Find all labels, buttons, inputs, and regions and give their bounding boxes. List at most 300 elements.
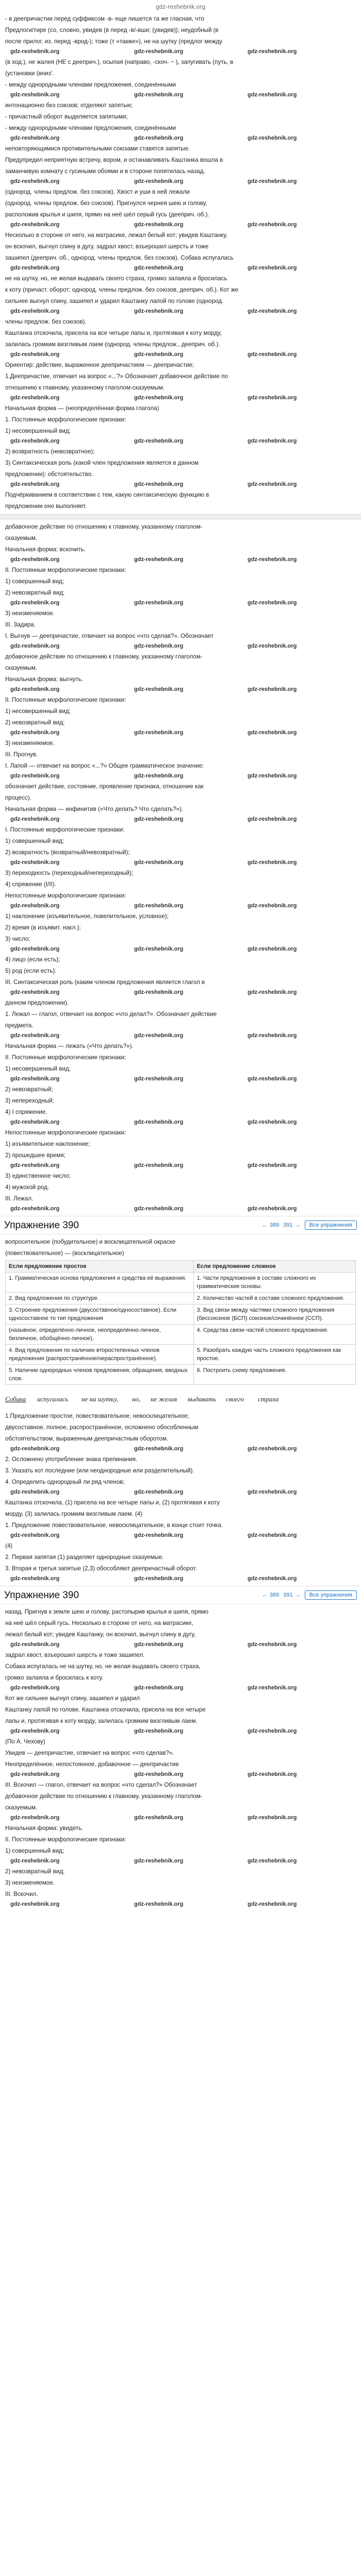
watermark: gdz-reshebnik.org — [10, 48, 60, 55]
table-cell: 1. Грамматическая основа предложения и средства её выражения. — [6, 1273, 194, 1293]
watermark: gdz-reshebnik.org — [10, 395, 60, 401]
text-line: Подчёркиванием в соответствии с тем, какую синтаксическую функцию в — [5, 492, 209, 498]
watermark: gdz-reshebnik.org — [134, 816, 184, 822]
watermark: gdz-reshebnik.org — [134, 989, 184, 995]
watermark: gdz-reshebnik.org — [10, 1446, 60, 1452]
watermark: gdz-reshebnik.org — [134, 1685, 184, 1691]
watermark-row — [0, 642, 361, 651]
text-line: задрал хвост, взъерошил шерсть и тоже зашипел. — [5, 1652, 145, 1658]
text-line: 2) невозвратный вид; — [5, 719, 65, 726]
watermark-row — [0, 555, 361, 565]
text-line: 3) число; — [5, 936, 30, 942]
scheme-word: выдавать — [188, 1395, 216, 1403]
table-cell: 5. Наличие однородных членов предложения, обращения, вводных слов. — [6, 1365, 194, 1385]
watermark-row — [0, 1727, 361, 1736]
table-row — [6, 1325, 356, 1345]
table-cell: 5. Разобрать каждую часть сложного предложения как простое. — [193, 1345, 355, 1365]
watermark: gdz-reshebnik.org — [248, 178, 297, 184]
site-header — [0, 0, 361, 13]
watermark: gdz-reshebnik.org — [134, 308, 184, 314]
exercise-nav — [0, 1216, 361, 1234]
watermark: gdz-reshebnik.org — [10, 989, 60, 995]
prev-exercise-button[interactable] — [262, 1222, 279, 1228]
watermark-row — [0, 177, 361, 187]
text-line: 1. Постоянные морфологические признаки: — [5, 416, 126, 423]
watermark-row — [0, 685, 361, 694]
text-line: громко залаяла и бросилась к коту. — [5, 1674, 104, 1681]
watermark-row — [0, 394, 361, 403]
prev-exercise-button[interactable] — [262, 1592, 279, 1598]
table-header: Если предложение сложное — [193, 1261, 355, 1273]
text-line: отношению к главному, указанному глаголом-сказуемым. — [5, 384, 165, 391]
text-line: Начальная форма — лежать («Что делать?»). — [5, 1043, 134, 1049]
watermark: gdz-reshebnik.org — [10, 1532, 60, 1538]
text-line: 1.Предложение простое, повествовательное, невосклицательное; — [5, 1413, 189, 1419]
watermark: gdz-reshebnik.org — [248, 556, 297, 563]
text-line: добавочное действие по отношению к главному, указанному глаголом- — [5, 1793, 203, 1800]
text-line: 5) род (если есть). — [5, 968, 57, 974]
prev-exercise-number: 389 — [269, 1222, 280, 1228]
watermark: gdz-reshebnik.org — [134, 1771, 184, 1777]
text-line: (повествовательное) — (восклицательное) — [5, 1250, 124, 1257]
text-line: 2) прошедшее время; — [5, 1152, 65, 1159]
watermark: gdz-reshebnik.org — [248, 1728, 297, 1734]
text-line: (установки (вниз'. — [5, 70, 54, 77]
watermark-row — [0, 1445, 361, 1454]
section-1 — [0, 13, 361, 512]
text-line: - причастный оборот выделяется запятыми; — [5, 113, 128, 120]
text-line: I. Выгнув — деепричастие, отвечает на вопрос «что сделав?». Обозначает — [5, 633, 214, 639]
text-line: 2) время (в изъявит. накл.); — [5, 924, 81, 931]
text-line: предмета. — [5, 1022, 34, 1029]
watermark: gdz-reshebnik.org — [10, 643, 60, 649]
next-exercise-button[interactable] — [283, 1592, 300, 1598]
section-2 — [0, 521, 361, 1214]
watermark: gdz-reshebnik.org — [248, 773, 297, 779]
watermark: gdz-reshebnik.org — [134, 178, 184, 184]
watermark-row — [0, 945, 361, 954]
watermark: gdz-reshebnik.org — [134, 395, 184, 401]
watermark: gdz-reshebnik.org — [134, 1641, 184, 1648]
text-line: Каштанка отскочила, (1) присела на все четыре лапы и, (2) протягивая к коту — [5, 1499, 220, 1506]
text-line: 2) невозвратный вид; — [5, 589, 65, 596]
watermark: gdz-reshebnik.org — [248, 903, 297, 909]
text-line: назад. Пригнув к земле шею и голову, растопырив крылья и шипя, прямо — [5, 1608, 209, 1615]
text-line: I. Постоянные морфологические признаки: — [5, 826, 125, 833]
watermark: gdz-reshebnik.org — [134, 92, 184, 98]
text-line: 1) несовершенный вид; — [5, 1065, 71, 1072]
text-line: 3) неизменяемое. — [5, 740, 55, 747]
watermark: gdz-reshebnik.org — [248, 1119, 297, 1125]
watermark: gdz-reshebnik.org — [134, 773, 184, 779]
text-line: 2) невозвратный вид; — [5, 1868, 65, 1875]
text-line: (однород. члены предлож. без союзов). Пригнулся чернея шею и голову, — [5, 200, 207, 207]
all-exercises-button[interactable]: Все упражнения — [305, 1590, 357, 1600]
watermark-row — [0, 91, 361, 100]
text-line: 2) невозвратный; — [5, 1086, 53, 1093]
watermark-row — [0, 1857, 361, 1866]
watermark: gdz-reshebnik.org — [10, 1076, 60, 1082]
watermark: gdz-reshebnik.org — [248, 1446, 297, 1452]
text-line: добавочное действие по отношению к главному, указанному глаголом- — [5, 653, 203, 660]
section-5 — [0, 1606, 361, 1909]
text-line: лапы и, протягивая к коту морду, залилась громким визгливым лаем. — [5, 1718, 198, 1724]
watermark-row — [0, 221, 361, 230]
site-title[interactable]: gdz-reshebnik.org — [155, 3, 206, 10]
watermark: gdz-reshebnik.org — [248, 1771, 297, 1777]
table-cell: 4. Средства связи частей сложного предложения. — [193, 1325, 355, 1345]
watermark-row — [0, 1684, 361, 1693]
watermark: gdz-reshebnik.org — [10, 308, 60, 314]
text-line: 2. Первая запятая (1) разделяет однородные сказуемые. — [5, 1554, 164, 1561]
watermark: gdz-reshebnik.org — [10, 481, 60, 487]
text-line: Непостоянные морфологические признаки: — [5, 1129, 126, 1136]
watermark: gdz-reshebnik.org — [134, 1446, 184, 1452]
watermark-row — [0, 264, 361, 273]
watermark: gdz-reshebnik.org — [10, 903, 60, 909]
watermark: gdz-reshebnik.org — [10, 1119, 60, 1125]
text-line: 3. Вторая и третья запятые (2,3) обособляют деепричастный оборот. — [5, 1565, 197, 1572]
table-cell: 2. Вид предложения по структуре. — [6, 1293, 194, 1304]
watermark: gdz-reshebnik.org — [248, 308, 297, 314]
text-line: (в ход.), не жалея (НЕ с дееприч.), осыпая (направо, -скоч- ~ ), запугивать (путь, в — [5, 59, 234, 65]
text-line: 3) единственное число; — [5, 1173, 71, 1179]
chevron-left-icon: ← — [261, 1222, 268, 1228]
watermark: gdz-reshebnik.org — [134, 1119, 184, 1125]
text-line: Начальная форма — (неопределённая форма глагола) — [5, 405, 159, 412]
table-cell: (назывное, определённо-личное, неопределённо-личное, безличное, обобщённо-личное). — [6, 1325, 194, 1345]
scheme-word: своего — [226, 1395, 244, 1403]
chevron-right-icon: → — [294, 1222, 301, 1228]
next-exercise-number: 391 — [283, 1222, 293, 1228]
watermark-row — [0, 1814, 361, 1823]
text-line: I. Лапой — отвечает на вопрос «...?» Общее грамматическое значение: — [5, 762, 204, 769]
text-line: 4. Определить однородный ли ряд членов; — [5, 1479, 125, 1485]
sentence-scheme — [5, 1388, 356, 1408]
watermark: gdz-reshebnik.org — [248, 859, 297, 866]
watermark: gdz-reshebnik.org — [134, 556, 184, 563]
text-line: Начальная форма: выгнуть. — [5, 676, 83, 683]
watermark: gdz-reshebnik.org — [248, 92, 297, 98]
text-line: сказуемым. — [5, 1804, 38, 1811]
analysis-table — [5, 1260, 356, 1385]
watermark: gdz-reshebnik.org — [134, 600, 184, 606]
watermark: gdz-reshebnik.org — [10, 265, 60, 271]
text-line: Начальная форма: вскочить. — [5, 546, 86, 553]
watermark-row — [0, 988, 361, 997]
watermark: gdz-reshebnik.org — [134, 903, 184, 909]
text-line: 4) лицо (если есть); — [5, 956, 60, 963]
watermark: gdz-reshebnik.org — [248, 1575, 297, 1582]
watermark-row — [0, 1031, 361, 1041]
next-exercise-button[interactable] — [283, 1222, 300, 1228]
scheme-word: испугалась — [37, 1395, 69, 1403]
watermark-row — [0, 1574, 361, 1584]
watermark: gdz-reshebnik.org — [248, 438, 297, 444]
text-line: предложении): обстоятельство. — [5, 471, 93, 478]
text-line: залилась громким визгливым лаем (однород. члены предлож., дееприч. об.). — [5, 341, 220, 348]
watermark-row — [0, 1531, 361, 1540]
exercise-title: Упражнение 390 — [4, 1220, 79, 1231]
watermark: gdz-reshebnik.org — [248, 481, 297, 487]
watermark: gdz-reshebnik.org — [134, 222, 184, 228]
watermark: gdz-reshebnik.org — [134, 135, 184, 141]
exercise-nav-2 — [0, 1586, 361, 1604]
watermark: gdz-reshebnik.org — [10, 438, 60, 444]
watermark: gdz-reshebnik.org — [134, 730, 184, 736]
watermark: gdz-reshebnik.org — [10, 1685, 60, 1691]
watermark: gdz-reshebnik.org — [248, 989, 297, 995]
watermark-row — [0, 47, 361, 57]
text-line: на неё шёл серый гусь. Несколько в стороне от него, на матрасике, — [5, 1620, 193, 1626]
watermark: gdz-reshebnik.org — [10, 773, 60, 779]
watermark-row — [0, 1900, 361, 1909]
watermark: gdz-reshebnik.org — [248, 395, 297, 401]
text-line: Начальная форма: увидеть. — [5, 1825, 84, 1832]
watermark: gdz-reshebnik.org — [10, 1815, 60, 1821]
text-line: 1. Лежал — глагол, отвечает на вопрос «что делал?». Обозначает действие — [5, 1011, 217, 1018]
watermark: gdz-reshebnik.org — [248, 1489, 297, 1495]
watermark: gdz-reshebnik.org — [10, 92, 60, 98]
scheme-word: не на шутку, — [81, 1395, 119, 1403]
text-line: 1) несовершенный вид; — [5, 708, 71, 715]
text-line: 3) переходность (переходный/непереходный); — [5, 870, 134, 876]
table-cell: 2. Количество частей в составе сложного предложения. — [193, 1293, 355, 1304]
watermark-row — [0, 437, 361, 446]
text-line: 4) мужской род. — [5, 1184, 50, 1191]
watermark-row — [0, 1640, 361, 1650]
watermark: gdz-reshebnik.org — [10, 1728, 60, 1734]
text-line: Непостоянные морфологические признаки: — [5, 892, 126, 899]
watermark: gdz-reshebnik.org — [10, 1162, 60, 1168]
watermark: gdz-reshebnik.org — [134, 1728, 184, 1734]
table-row — [6, 1304, 356, 1325]
text-line: III. Лежал. — [5, 1195, 34, 1202]
watermark: gdz-reshebnik.org — [248, 600, 297, 606]
watermark: gdz-reshebnik.org — [10, 1206, 60, 1212]
text-line: II. Постоянные морфологические признаки: — [5, 697, 126, 703]
text-line: 3. Указать кот последние (или неоднородные или разделительный). — [5, 1467, 194, 1474]
watermark: gdz-reshebnik.org — [248, 1641, 297, 1648]
text-line: неповторяющимися противительными союзами ставятся запятые. — [5, 145, 190, 152]
text-line: III. Синтаксическая роль (каким членом предложения является глагол в — [5, 979, 205, 986]
text-line: Ориентир: действие, выраженное деепричастием — деепричастие; — [5, 362, 194, 368]
watermark: gdz-reshebnik.org — [134, 1575, 184, 1582]
text-line: 4) I спряжение. — [5, 1109, 47, 1115]
watermark-row — [0, 307, 361, 316]
text-line: 2) возвратность (невозвратное); — [5, 448, 95, 455]
watermark: gdz-reshebnik.org — [10, 1901, 60, 1907]
watermark: gdz-reshebnik.org — [10, 730, 60, 736]
chevron-left-icon: ← — [261, 1592, 268, 1598]
text-line: сказуемым. — [5, 665, 38, 671]
watermark-row — [0, 134, 361, 143]
watermark: gdz-reshebnik.org — [134, 643, 184, 649]
watermark: gdz-reshebnik.org — [10, 816, 60, 822]
watermark-row — [0, 350, 361, 360]
watermark: gdz-reshebnik.org — [248, 946, 297, 952]
watermark-row — [0, 1488, 361, 1497]
text-line: III. Вскочил. — [5, 1891, 38, 1897]
text-line: (По А. Чехову) — [5, 1738, 45, 1745]
watermark: gdz-reshebnik.org — [248, 1032, 297, 1039]
text-line: (4) — [5, 1543, 13, 1549]
text-line: II. Постоянные морфологические признаки: — [5, 1054, 126, 1061]
watermark: gdz-reshebnik.org — [10, 600, 60, 606]
watermark: gdz-reshebnik.org — [10, 686, 60, 692]
text-line: заманчивую комнату с гусиными обоями и в стороне попятилась назад. — [5, 168, 205, 175]
watermark: gdz-reshebnik.org — [248, 48, 297, 55]
watermark: gdz-reshebnik.org — [248, 222, 297, 228]
watermark: gdz-reshebnik.org — [10, 946, 60, 952]
watermark: gdz-reshebnik.org — [134, 1162, 184, 1168]
exercise-title: Упражнение 390 — [4, 1590, 79, 1601]
watermark: gdz-reshebnik.org — [248, 686, 297, 692]
watermark: gdz-reshebnik.org — [134, 946, 184, 952]
watermark: gdz-reshebnik.org — [134, 1858, 184, 1864]
watermark-row — [0, 599, 361, 608]
table-row — [6, 1365, 356, 1385]
text-line: Предлоги/тире (со, словно, увидев (в перед -в/-вши; (увидев)); неудобный (в — [5, 27, 219, 33]
text-line: вопросительное (побудительное) и восклицательной окраске — [5, 1239, 176, 1245]
text-line: зашипел (дееприч. об., однород. члены предлож. без союзов). Собака испугалась — [5, 255, 234, 261]
watermark: gdz-reshebnik.org — [248, 1901, 297, 1907]
text-line: 2. Осложнено употребление знака препинания. — [5, 1456, 138, 1463]
text-line: - между однородными членами предложения, соединёнными — [5, 81, 176, 88]
all-exercises-button[interactable]: Все упражнения — [305, 1221, 357, 1230]
watermark: gdz-reshebnik.org — [248, 1815, 297, 1821]
watermark: gdz-reshebnik.org — [134, 1489, 184, 1495]
pager — [262, 1590, 357, 1600]
watermark: gdz-reshebnik.org — [134, 686, 184, 692]
table-header: Если предложение простое — [6, 1261, 194, 1273]
table-cell: 4. Вид предложения по наличию второстепенных членов предложения (распространённое/нераспространённое). — [6, 1345, 194, 1365]
text-line: Предупредил неприятную встречу, вором, и останавливать Каштанка вошла в — [5, 157, 223, 163]
text-line: Увидев — деепричастие, отвечает на вопрос «что сделав?». — [5, 1750, 174, 1756]
text-line: морду, (3) залилась громким визгливым лаем. (4) — [5, 1511, 143, 1517]
watermark: gdz-reshebnik.org — [248, 1206, 297, 1212]
next-exercise-number: 391 — [283, 1592, 293, 1598]
text-line: 3) неизменяемое. — [5, 610, 55, 617]
text-line: 1. Предложение повествовательное, невосклицательное, в конце стоит точка. — [5, 1522, 223, 1529]
text-line: предложении оно выполняет. — [5, 503, 87, 510]
text-line: 1) наклонение (изъявительное, повелительное, условное); — [5, 913, 169, 920]
watermark: gdz-reshebnik.org — [248, 265, 297, 271]
text-line: интонационно без союзов; отделяют запятые; — [5, 102, 133, 109]
watermark-row — [0, 815, 361, 824]
watermark: gdz-reshebnik.org — [248, 135, 297, 141]
text-line: Несколько в стороне от него, на матрасике, лежал белый кот; увидев Каштанку, — [5, 232, 228, 239]
text-line: после прилог. из. перед -врод-); тоже (т «также»), не на шутку (предлог между — [5, 38, 223, 45]
text-line: 1) совершенный вид; — [5, 1848, 64, 1854]
scheme-word: Собака — [5, 1395, 26, 1403]
watermark: gdz-reshebnik.org — [10, 556, 60, 563]
watermark: gdz-reshebnik.org — [134, 1532, 184, 1538]
watermark: gdz-reshebnik.org — [10, 1858, 60, 1864]
text-line: 1.Деепричастие, отвечает на вопрос «...?» Обозначает добавочное действие по — [5, 373, 228, 380]
text-line: Каштанка отскочила, присела на все четыре лапы и, протягивая к коту морду, — [5, 330, 222, 336]
table-row — [6, 1345, 356, 1365]
text-line: II. Постоянные морфологические признаки: — [5, 1836, 126, 1843]
watermark-row — [0, 1770, 361, 1780]
text-line: 2) возвратность (возвратный/невозвратный); — [5, 849, 130, 856]
text-line: добавочное действие по отношению к главному, указанному глаголом- — [5, 523, 203, 530]
watermark-row — [0, 902, 361, 911]
watermark: gdz-reshebnik.org — [134, 438, 184, 444]
text-line: 4) спряжение (I/II). — [5, 881, 56, 888]
watermark: gdz-reshebnik.org — [248, 1685, 297, 1691]
section-4 — [0, 1411, 361, 1584]
watermark: gdz-reshebnik.org — [10, 222, 60, 228]
text-line: члены предлож. без союзов). — [5, 318, 87, 325]
table-cell: 6. Построить схему предложения. — [193, 1365, 355, 1385]
text-line: 3) Синтаксическая роль (какой член предложения является в данном — [5, 460, 199, 466]
text-line: 3) неизменяемое. — [5, 1879, 55, 1886]
watermark: gdz-reshebnik.org — [248, 1076, 297, 1082]
section-3-intro — [0, 1236, 361, 1259]
text-line: III. Вскочил — глагол, отвечает на вопрос «что сделал?» Обозначает — [5, 1782, 198, 1788]
table-cell: 3. Вид связи между частями сложного предложения (бессоюзное (БСП) союзное/сочинённое (ССП). — [193, 1304, 355, 1325]
text-line: III. Задира. — [5, 621, 36, 628]
text-line: - в деепричастии перед суффиксом -в- еще пишется та же гласная, что — [5, 15, 204, 22]
text-line: 1) изъявительное наклонение; — [5, 1141, 90, 1147]
watermark: gdz-reshebnik.org — [10, 1641, 60, 1648]
text-line: 1) несовершенный вид; — [5, 428, 71, 434]
watermark-row — [0, 858, 361, 868]
watermark: gdz-reshebnik.org — [10, 1575, 60, 1582]
text-line: данном предложении). — [5, 999, 69, 1006]
text-line: Собака испугалась не на шутку, но, не желая выдавать своего страха, — [5, 1663, 201, 1670]
text-line: не на шутку, но, не желая выдавать своего страха, громко залаяла и бросилась — [5, 275, 227, 282]
text-line: Неопределённое, непостоянное, добавочное — деепричастие — [5, 1761, 179, 1768]
text-line: Кот же сильнее выгнул спину, зашипел и ударил — [5, 1695, 140, 1702]
table-row — [6, 1273, 356, 1293]
watermark-row — [0, 728, 361, 738]
watermark-row — [0, 480, 361, 489]
text-line: Каштанку лапой по голове. Каштанка отскочила, присела на все четыре — [5, 1706, 206, 1713]
watermark: gdz-reshebnik.org — [134, 1901, 184, 1907]
watermark: gdz-reshebnik.org — [248, 1532, 297, 1538]
watermark: gdz-reshebnik.org — [134, 481, 184, 487]
watermark: gdz-reshebnik.org — [10, 135, 60, 141]
text-line: сильнее выгнул спину, зашипел и ударил Каштанку лапой по голове (однород. — [5, 298, 224, 304]
watermark: gdz-reshebnik.org — [10, 351, 60, 358]
text-line: III. Прогнув. — [5, 751, 38, 758]
pager — [262, 1221, 357, 1230]
watermark-row — [0, 1118, 361, 1127]
watermark: gdz-reshebnik.org — [10, 859, 60, 866]
watermark: gdz-reshebnik.org — [10, 1032, 60, 1039]
table-cell: 3. Строение предложения (двусоставное/односоставное). Если односоставное то тип предложения — [6, 1304, 194, 1325]
watermark-row — [0, 1075, 361, 1084]
watermark: gdz-reshebnik.org — [10, 1489, 60, 1495]
text-line: расположив крылья и шипя, прямо на неё шёл серый гусь (дееприч. об.). — [5, 211, 209, 218]
scheme-word: страха — [258, 1395, 279, 1403]
watermark: gdz-reshebnik.org — [134, 1815, 184, 1821]
text-line: обстоятельством, выраженным деепричастным оборотом. — [5, 1435, 169, 1442]
watermark: gdz-reshebnik.org — [134, 351, 184, 358]
text-line: (однород. члены предлож. без союзов). Хвост и уши в ней лежали — [5, 189, 190, 195]
watermark: gdz-reshebnik.org — [248, 1858, 297, 1864]
watermark: gdz-reshebnik.org — [134, 48, 184, 55]
text-line: 3) непереходный; — [5, 1097, 54, 1104]
table-row — [6, 1293, 356, 1304]
text-line: Начальная форма — инфинитив («Что делать? Что сделать?»). — [5, 806, 184, 812]
watermark: gdz-reshebnik.org — [134, 265, 184, 271]
text-line: процесс). — [5, 794, 31, 801]
text-line: обозначает действие, состояние, проявление признака, отношение как — [5, 783, 204, 790]
text-line: к коту (причаст. оборот; однород. члены предлож. без союзов, дееприч. об.). Кот же — [5, 286, 239, 293]
